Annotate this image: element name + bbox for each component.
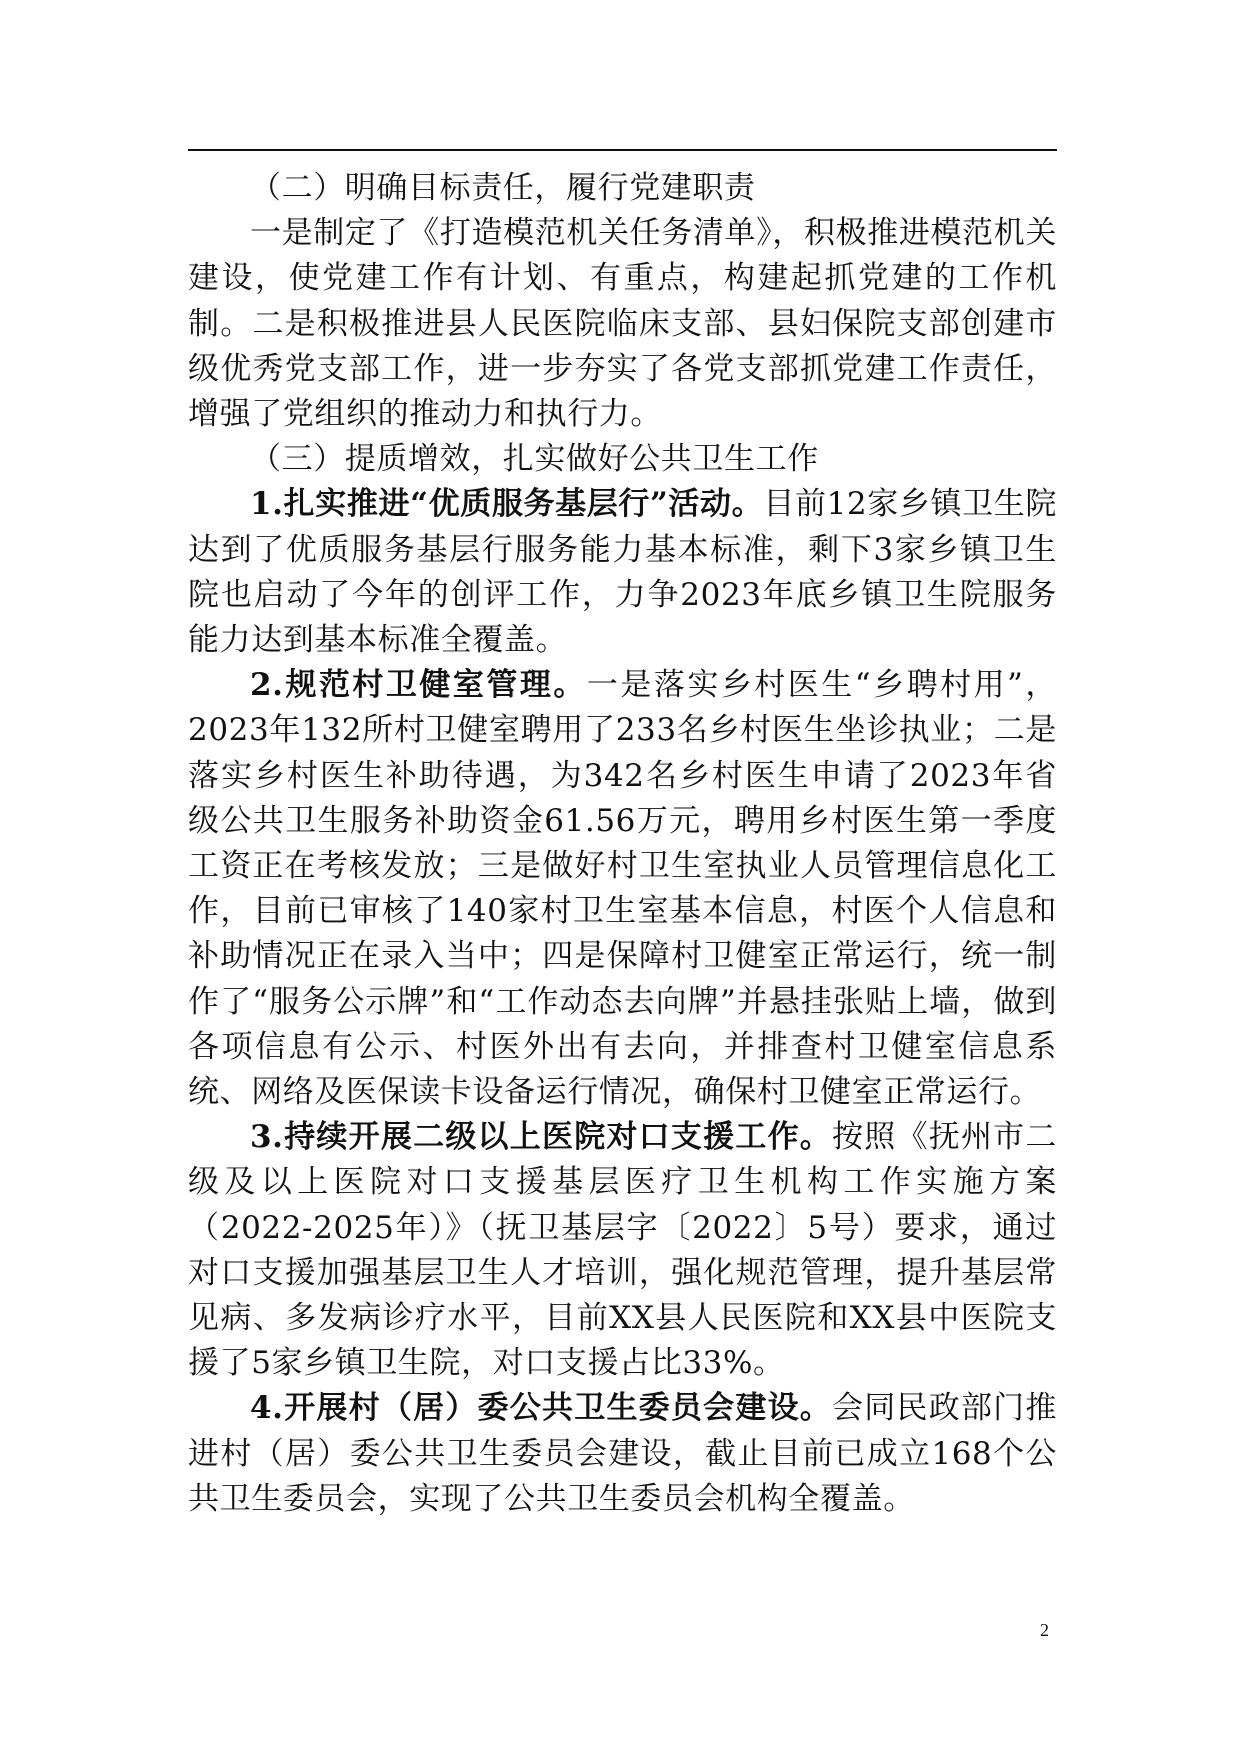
paragraph-lead: 4.开展村（居）委公共卫生委员会建设。 <box>250 1390 833 1427</box>
section-heading-2 <box>188 166 1057 211</box>
paragraph-text: 一是落实乡村医生“乡聘村用”，2023年132所村卫健室聘用了233名乡村医生坐诊执业；二是落实乡村医生补助待遇，为342名乡村医生申请了2023年省级公共卫生服务补助资金61.56万元，聘用乡村医生第一季度工资正在考核发放；三是做好村卫生室执业人员管理信息化工作，目前已审核了140家村卫生室基本信息，村医个人信息和补助情况正在录入当中；四是保障村卫健室正常运行，统一制作了“服务公示牌”和“工作动态去向牌”并悬挂张贴上墙，做到各项信息有公示、村医外出有去向，并排查村卫健室信息系统、网络及医保读卡设备运行情况，确保村卫健室正常运行。 <box>188 667 1057 1111</box>
paragraph-text: （三）提质增效，扎实做好公共卫生工作 <box>250 441 819 478</box>
document-body <box>188 166 1057 1522</box>
paragraph-text: 按照《抚州市二级及以上医院对口支援基层医疗卫生机构工作实施方案（2022-2025年）》（抚卫基层字〔2022〕5号）要求，通过对口支援加强基层卫生人才培训，强化规范管理，提升基层常见病、多发病诊疗水平，目前XX县人民医院和XX县中医院支援了5家乡镇卫生院，对口支援占比33%。 <box>188 1119 1058 1382</box>
paragraph-lead: 2.规范村卫健室管理。 <box>250 667 587 704</box>
paragraph-item-3 <box>188 1115 1057 1386</box>
paragraph-lead: 3.持续开展二级以上医院对口支援工作。 <box>250 1119 833 1156</box>
paragraph-item-1 <box>188 482 1057 663</box>
section-heading-3 <box>188 437 1057 482</box>
paragraph-item-4 <box>188 1386 1057 1522</box>
paragraph-item-2 <box>188 663 1057 1115</box>
paragraph-text: 一是制定了《打造模范机关任务清单》，积极推进模范机关建设，使党建工作有计划、有重点，构建起抓党建的工作机制。二是积极推进县人民医院临床支部、县妇保院支部创建市级优秀党支部工作，进一步夯实了各党支部抓党建工作责任，增强了党组织的推动力和执行力。 <box>188 215 1057 433</box>
paragraph <box>188 211 1057 437</box>
paragraph-text: 目前12家乡镇卫生院达到了优质服务基层行服务能力基本标准，剩下3家乡镇卫生院也启动了今年的创评工作，力争2023年底乡镇卫生院服务能力达到基本标准全覆盖。 <box>188 486 1057 659</box>
paragraph-text: （二）明确目标责任，履行党建职责 <box>250 170 756 206</box>
paragraph-text: 会同民政部门推进村（居）委公共卫生委员会建设，截止目前已成立168个公共卫生委员会，实现了公共卫生委员会机构全覆盖。 <box>188 1390 1058 1517</box>
page-number: 2 <box>1040 1620 1049 1640</box>
paragraph-lead: 1.扎实推进“优质服务基层行”活动。 <box>250 486 764 523</box>
header-rule <box>188 149 1057 151</box>
